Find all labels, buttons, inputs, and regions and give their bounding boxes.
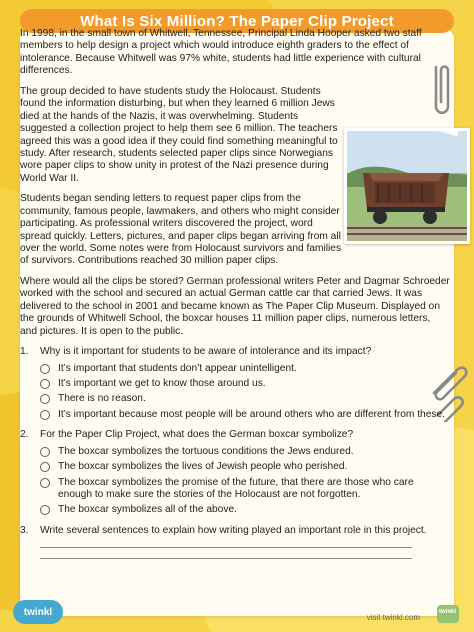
badge-text: twinkl bbox=[439, 609, 457, 615]
radio-button-icon[interactable] bbox=[40, 505, 50, 515]
answer-option[interactable] bbox=[40, 409, 450, 421]
answer-option[interactable] bbox=[40, 504, 450, 516]
question-number: 3. bbox=[20, 524, 29, 536]
question-2-options bbox=[40, 446, 450, 517]
answer-option[interactable] bbox=[40, 363, 450, 375]
question-3 bbox=[20, 525, 450, 537]
page-title: What Is Six Million? The Paper Clip Project bbox=[80, 12, 394, 30]
radio-button-icon[interactable] bbox=[40, 447, 50, 457]
option-text: The boxcar symbolizes all of the above. bbox=[58, 504, 237, 516]
museum-paragraph: Where would all the clips be stored? German professional writers Peter and Dagmar Schroeder worked with the school and secured an actual German cattle car that carried Jews. It was delivered to the school in 2001 and became known as The Paper Clip Museum. Displayed on the grounds of Whitwell School, the boxcar houses 11 million paper clips, numerous letters, and pictures. It is open to the public. bbox=[20, 275, 450, 337]
answer-option[interactable] bbox=[40, 461, 450, 473]
footer-site: visit twinkl.com bbox=[366, 613, 420, 622]
radio-button-icon[interactable] bbox=[40, 364, 50, 374]
option-text: There is no reason. bbox=[58, 393, 146, 405]
radio-button-icon[interactable] bbox=[40, 462, 50, 472]
radio-button-icon[interactable] bbox=[40, 410, 50, 420]
twinkl-logo-icon bbox=[13, 600, 63, 624]
twinkl-badge-icon bbox=[437, 605, 459, 623]
intro-paragraph: In 1998, in the small town of Whitwell, Tennessee, Principal Linda Hooper asked two staff members to help design a project which would introduce eighth graders to the effect of intolerance. Because Whitwell was 97% white, students had little experience with cultural differences. bbox=[20, 28, 422, 77]
option-text: The boxcar symbolizes the lives of Jewish people who perished. bbox=[58, 461, 348, 473]
question-number: 1. bbox=[20, 346, 29, 358]
option-text: The boxcar symbolizes the tortuous conditions the Jews endured. bbox=[58, 445, 354, 457]
question-1 bbox=[20, 346, 450, 358]
radio-button-icon[interactable] bbox=[40, 394, 50, 404]
answer-line[interactable] bbox=[40, 547, 412, 548]
answer-option[interactable] bbox=[40, 393, 450, 405]
option-text: The boxcar symbolizes the promise of the future, that there are those who care enough to make sure the stories of the Holocaust are not forgotten. bbox=[58, 476, 414, 500]
question-text: For the Paper Clip Project, what does the German boxcar symbolize? bbox=[40, 429, 354, 441]
question-text: Why is it important for students to be aware of intolerance and its impact? bbox=[40, 346, 372, 358]
radio-button-icon[interactable] bbox=[40, 379, 50, 389]
letters-paragraph: Students began sending letters to request paper clips from the community, famous people, lawmakers, and others who might consider participating. As professional writers discovered the project, word spread quickly. Letters, pictures, and paper clips began arriving from all over the world. Some notes were from Holocaust survivors and families of survivors. Contributions reached 30 million paper clips. bbox=[20, 193, 342, 267]
option-text: It’s important we get to know those around us. bbox=[58, 377, 266, 389]
answer-option[interactable] bbox=[40, 446, 450, 458]
answer-line[interactable] bbox=[40, 558, 412, 559]
answer-option[interactable] bbox=[40, 477, 450, 502]
radio-button-icon[interactable] bbox=[40, 478, 50, 488]
answer-option[interactable] bbox=[40, 378, 450, 390]
question-text: Write several sentences to explain how writing played an important role in this project. bbox=[40, 524, 427, 536]
question-2 bbox=[20, 429, 450, 441]
holocaust-paragraph: The group decided to have students study the Holocaust. Students found the information disturbing, but when they learned 6 million Jews died at the hands of the Nazis, it was overwhelming. Students suggested a collection project to help them see 6 million. The teachers agreed this was a good idea if they could find something meaningful to study. After research, students selected paper clips since Norwegians wore paper clips to show unity in protest of the Nazi presence during World War II. bbox=[20, 85, 338, 184]
brand-text: twinkl bbox=[23, 606, 53, 618]
question-1-options bbox=[40, 363, 450, 422]
option-text: It’s important because most people will be around others who are different from these. bbox=[58, 408, 445, 420]
option-text: It’s important that students don’t appear unintelligent. bbox=[58, 362, 297, 374]
worksheet-content bbox=[20, 28, 450, 559]
question-number: 2. bbox=[20, 429, 29, 441]
